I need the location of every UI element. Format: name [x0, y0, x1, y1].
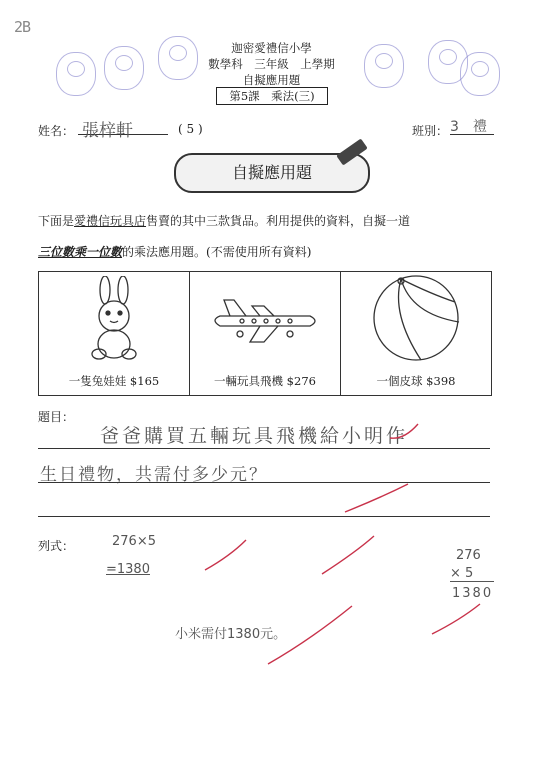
subject-line: 數學科 三年級 上學期: [208, 57, 335, 71]
corner-note: 2B: [14, 18, 31, 36]
emphasis-text: 三位數乘一位數: [38, 245, 123, 259]
instruction-line-1: 下面是愛禮信玩具店售賣的其中三款貨品。利用提供的資料，自擬一道: [38, 214, 411, 228]
shop-name: 愛禮信玩具店: [74, 214, 147, 228]
check-mark-icon: [432, 604, 480, 634]
name-value: 張梓軒: [82, 121, 133, 141]
worksheet-title: 自擬應用題: [242, 73, 301, 87]
check-mark-icon: [345, 484, 408, 512]
school-name: 迦密愛禮信小學: [231, 41, 312, 55]
vertical-multiplier: × 5: [450, 566, 494, 582]
class-value: 3 禮: [450, 119, 487, 135]
answer-line-2: 生日禮物，共需付多少元？: [40, 465, 268, 485]
check-mark-icon: [322, 536, 374, 574]
check-mark-icon: [268, 606, 352, 664]
class-label: 班別：: [412, 124, 449, 138]
working-expression: 276×5: [112, 534, 156, 549]
item-caption: 一個皮球 $398: [376, 374, 456, 388]
class-number: ( 5 ): [178, 122, 203, 136]
check-mark-icon: [390, 424, 418, 438]
lesson-box: 第5課 乘法(三): [216, 87, 328, 105]
vertical-result: 1380: [452, 586, 494, 601]
working-result: =1380: [106, 562, 150, 577]
question-label: 題目：: [38, 410, 75, 424]
instruction-line-2: 三位數乘一位數的乘法應用題。(不需使用所有資料): [38, 245, 312, 259]
answer-line-1: 爸爸購買五輛玩具飛機給小明作: [100, 425, 409, 447]
name-label: 姓名：: [38, 124, 75, 138]
item-caption: 一隻兔娃娃 $165: [68, 374, 160, 388]
section-banner: 自擬應用題: [174, 153, 370, 193]
working-label: 列式：: [38, 539, 75, 553]
final-answer: 小米需付1380元。: [175, 627, 287, 642]
item-caption: 一輛玩具飛機 $276: [214, 374, 316, 388]
check-mark-icon: [205, 540, 246, 570]
vertical-top: 276: [456, 548, 481, 563]
